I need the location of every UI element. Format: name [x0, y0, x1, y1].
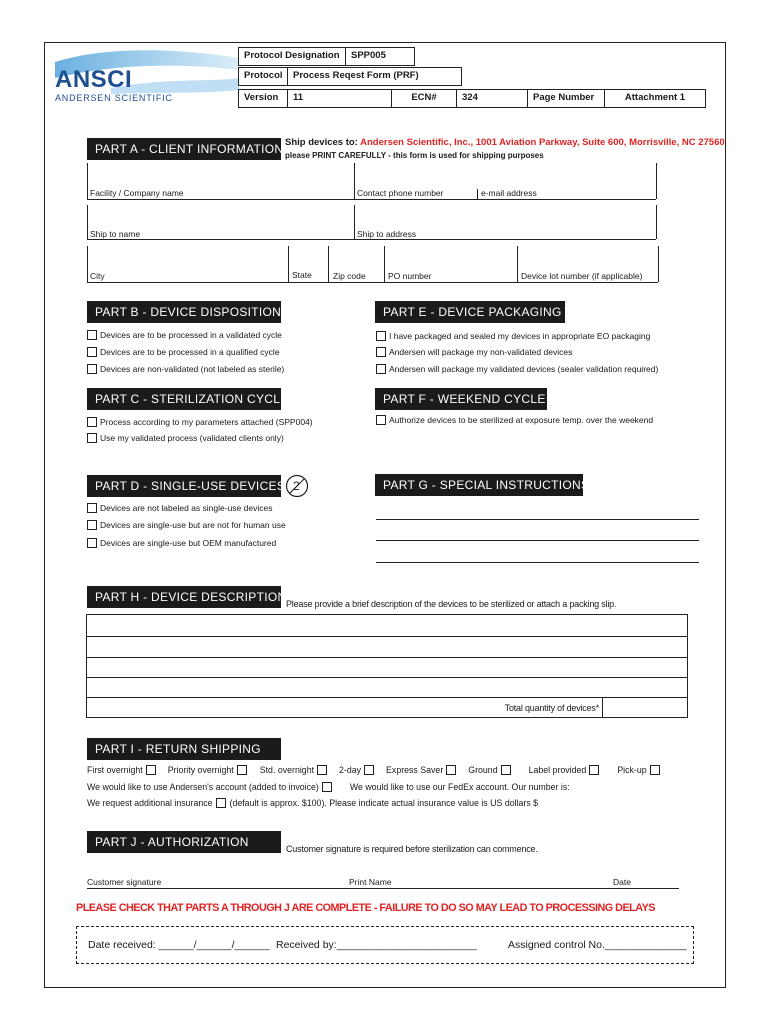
print-name-label: Print Name	[349, 877, 392, 887]
page-number-label: Page Number	[527, 89, 605, 108]
part-b-option-3[interactable]: Devices are non-validated (not labeled as sterile)	[87, 364, 284, 374]
part-c-title: PART C - STERILIZATION CYCLE	[87, 388, 281, 410]
part-g-title: PART G - SPECIAL INSTRUCTIONS	[375, 474, 583, 496]
date-label: Date	[613, 877, 631, 887]
ship-to-name-label[interactable]: Ship to name	[90, 229, 141, 239]
received-by-field[interactable]: Received by:________________________	[276, 939, 477, 951]
checkbox[interactable]	[87, 538, 97, 548]
total-quantity-label: Total quantity of devices*	[504, 703, 599, 713]
part-d-option-2[interactable]: Devices are single-use but are not for human use	[87, 520, 286, 530]
zip-label[interactable]: Zip code	[333, 271, 366, 281]
special-instructions-line-2[interactable]	[376, 540, 699, 541]
account-row	[87, 782, 570, 792]
ship-ground[interactable]: Ground	[468, 765, 514, 775]
email-divider	[477, 189, 478, 199]
part-a-title: PART A - CLIENT INFORMATION	[87, 138, 281, 160]
part-c-option-2[interactable]: Use my validated process (validated clients only)	[87, 433, 284, 443]
ship-to-line	[285, 137, 725, 148]
checkbox[interactable]	[87, 433, 97, 443]
protocol-designation-value: SPP005	[345, 47, 415, 66]
checkbox[interactable]	[87, 347, 97, 357]
part-c-option-1[interactable]: Process according to my parameters attached (SPP004)	[87, 417, 313, 427]
checkbox[interactable]	[87, 364, 97, 374]
ship-2-day[interactable]: 2-day	[339, 765, 378, 775]
state-label[interactable]: State	[292, 270, 312, 280]
use-fedex-account[interactable]: We would like to use our FedEx account. Our number is:	[349, 782, 570, 792]
contact-phone-divider	[354, 163, 355, 199]
checkbox[interactable]	[650, 765, 660, 775]
part-d-title: PART D - SINGLE-USE DEVICES	[87, 475, 281, 497]
po-label[interactable]: PO number	[388, 271, 432, 281]
facility-label: Facility / Company name	[90, 188, 184, 198]
part-e-title: PART E - DEVICE PACKAGING	[375, 301, 565, 323]
part-f-option-1[interactable]: Authorize devices to be sterilized at exposure temp. over the weekend	[376, 415, 653, 425]
insurance-row	[87, 798, 538, 808]
part-j-title: PART J - AUTHORIZATION	[87, 831, 281, 853]
ecn-label: ECN#	[391, 89, 457, 108]
checkbox[interactable]	[376, 415, 386, 425]
checkbox[interactable]	[501, 765, 511, 775]
checkbox[interactable]	[87, 503, 97, 513]
logo-subtitle: ANDERSEN SCIENTIFIC	[55, 93, 173, 103]
protocol-label: Protocol	[238, 67, 288, 86]
print-note: please PRINT CAREFULLY - this form is used for shipping purposes	[285, 151, 544, 160]
ship-address: Andersen Scientific, Inc., 1001 Aviation Parkway, Suite 600, Morrisville, NC 27560	[360, 137, 725, 148]
checkbox[interactable]	[87, 520, 97, 530]
form-page	[44, 42, 726, 988]
ship-to-address-label[interactable]: Ship to address	[357, 229, 417, 239]
part-e-option-3[interactable]: Andersen will package my validated devices (sealer validation required)	[376, 364, 658, 374]
shipping-method-row	[87, 765, 664, 775]
contact-phone-label[interactable]: Contact phone number	[357, 188, 444, 198]
ship-prefix: Ship devices to:	[285, 137, 361, 148]
version-value: 11	[287, 89, 392, 108]
part-d-option-1[interactable]: Devices are not labeled as single-use devices	[87, 503, 272, 513]
checkbox[interactable]	[146, 765, 156, 775]
part-d-option-3[interactable]: Devices are single-use but OEM manufactured	[87, 538, 276, 548]
checkbox[interactable]	[376, 347, 386, 357]
ship-priority-overnight[interactable]: Priority overnight	[168, 765, 251, 775]
checkbox[interactable]	[589, 765, 599, 775]
date-received-field[interactable]: Date received: ______/______/______	[88, 939, 270, 951]
use-andersen-account[interactable]: We would like to use Andersen's account (added to invoice)	[87, 782, 336, 792]
part-f-title: PART F - WEEKEND CYCLE	[375, 388, 547, 410]
single-use-symbol-icon	[285, 474, 309, 498]
ship-express-saver[interactable]: Express Saver	[386, 765, 460, 775]
checkbox[interactable]	[87, 330, 97, 340]
part-h-note: Please provide a brief description of the devices to be sterilized or attach a packing slip.	[286, 599, 617, 609]
ship-pick-up[interactable]: Pick-up	[617, 765, 663, 775]
checkbox[interactable]	[216, 798, 226, 808]
row1-right-edge	[656, 163, 657, 199]
ship-name-line	[87, 239, 656, 240]
part-b-title: PART B - DEVICE DISPOSITION	[87, 301, 281, 323]
device-lot-label[interactable]: Device lot number (if applicable)	[521, 271, 643, 281]
checkbox[interactable]	[364, 765, 374, 775]
ship-first-overnight[interactable]: First overnight	[87, 765, 160, 775]
city-label[interactable]: City	[90, 271, 105, 281]
part-j-note: Customer signature is required before sterilization can commence.	[286, 844, 538, 854]
signature-line[interactable]	[87, 888, 679, 889]
checkbox[interactable]	[87, 417, 97, 427]
page-number-value: Attachment 1	[604, 89, 706, 108]
completion-warning: PLEASE CHECK THAT PARTS A THROUGH J ARE COMPLETE - FAILURE TO DO SO MAY LEAD TO PROCESSING DELAYS	[76, 902, 655, 914]
checkbox[interactable]	[322, 782, 332, 792]
checkbox[interactable]	[446, 765, 456, 775]
insurance-note: (default is approx. $100). Please indicate actual insurance value is US dollars $	[229, 798, 539, 808]
ecn-value: 324	[456, 89, 528, 108]
protocol-designation-label: Protocol Designation	[238, 47, 346, 66]
protocol-value: Process Reqest Form (PRF)	[287, 67, 462, 86]
special-instructions-line-1[interactable]	[376, 519, 699, 520]
version-label: Version	[238, 89, 288, 108]
checkbox[interactable]	[376, 364, 386, 374]
part-b-option-2[interactable]: Devices are to be processed in a qualified cycle	[87, 347, 280, 357]
device-description-table[interactable]	[86, 614, 688, 718]
part-e-option-1[interactable]: I have packaged and sealed my devices in appropriate EO packaging	[376, 331, 650, 341]
checkbox[interactable]	[317, 765, 327, 775]
part-i-title: PART I - RETURN SHIPPING	[87, 738, 281, 760]
single-use-digit: 2	[293, 479, 300, 493]
ship-std-overnight[interactable]: Std. overnight	[260, 765, 331, 775]
part-h-title: PART H - DEVICE DESCRIPTION	[87, 586, 281, 608]
customer-signature-label: Customer signature	[87, 877, 162, 887]
office-use-box	[76, 926, 694, 964]
part-e-option-2[interactable]: Andersen will package my non-validated devices	[376, 347, 572, 357]
checkbox[interactable]	[237, 765, 247, 775]
ship-label-provided[interactable]: Label provided	[529, 765, 604, 775]
special-instructions-line-3[interactable]	[376, 562, 699, 563]
city-line	[87, 282, 658, 283]
email-label[interactable]: e-mail address	[481, 188, 537, 198]
assigned-control-field[interactable]: Assigned control No.______________	[508, 939, 687, 951]
ansci-logo	[51, 48, 241, 108]
additional-insurance[interactable]: We request additional insurance	[87, 798, 230, 808]
logo-name: ANSCI	[55, 66, 133, 93]
checkbox[interactable]	[376, 331, 386, 341]
part-b-option-1[interactable]: Devices are to be processed in a validated cycle	[87, 330, 282, 340]
